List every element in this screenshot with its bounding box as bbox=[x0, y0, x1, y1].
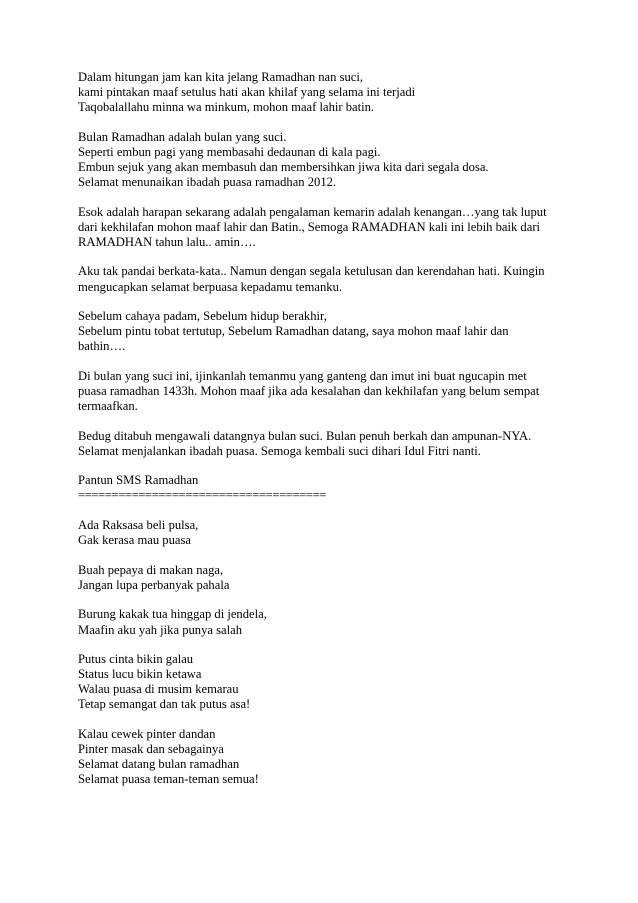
text-line: Dalam hitungan jam kan kita jelang Ramadhan nan suci, bbox=[78, 70, 364, 84]
text-line: Sebelum cahaya padam, Sebelum hidup berakhir, bbox=[78, 309, 327, 324]
text-line: kami pintakan maaf setulus hati akan khilaf yang selama ini terjadi bbox=[78, 85, 416, 100]
text-line: Esok adalah harapan sekarang adalah pengalaman kemarin adalah kenangan…yang tak luput bbox=[78, 204, 547, 219]
pantun-putus-cinta bbox=[78, 652, 568, 712]
text-line: Seperti embun pagi yang membasahi dedaunan di kala pagi. bbox=[78, 144, 381, 159]
paragraph-bedug bbox=[78, 429, 568, 459]
paragraph-sebelum-cahaya bbox=[78, 309, 568, 354]
text-line: Embun sejuk yang akan membasuh dan membersihkan jiwa kita dari segala dosa. bbox=[78, 159, 489, 174]
text-line: Taqobalallahu minna wa minkum, mohon maaf lahir batin. bbox=[78, 100, 375, 115]
text-line: Di bulan yang suci ini, ijinkanlah temanmu yang ganteng dan imut ini buat ngucapin met bbox=[78, 368, 527, 383]
text-line: Sebelum pintu tobat tertutup, Sebelum Ramadhan datang, saya mohon maaf lahir dan bbox=[78, 324, 509, 339]
text-line: Gak kerasa mau puasa bbox=[78, 533, 191, 548]
text-line: Maafin aku yah jika punya salah bbox=[78, 622, 243, 637]
text-line: Burung kakak tua hinggap di jendela, bbox=[78, 607, 267, 622]
section-heading-pantun bbox=[78, 473, 568, 503]
document-page bbox=[78, 70, 568, 802]
paragraph-greeting bbox=[78, 70, 568, 115]
text-line: puasa ramadhan 1433h. Mohon maaf jika ada kesalahan dan kekhilafan yang belum sempat bbox=[78, 384, 540, 398]
text-line: Status lucu bikin ketawa bbox=[78, 667, 202, 682]
divider-line: ===================================== bbox=[78, 488, 326, 503]
heading-text: Pantun SMS Ramadhan bbox=[78, 473, 199, 488]
pantun-cewek-pinter bbox=[78, 727, 568, 787]
text-line: Putus cinta bikin galau bbox=[78, 652, 194, 667]
paragraph-di-bulan-suci bbox=[78, 369, 568, 414]
text-line: Selamat datang bulan ramadhan bbox=[78, 757, 240, 772]
text-line: Jangan lupa perbanyak pahala bbox=[78, 577, 230, 592]
paragraph-esok bbox=[78, 205, 568, 250]
text-line: Pinter masak dan sebagainya bbox=[78, 742, 224, 757]
text-line: Kalau cewek pinter dandan bbox=[78, 727, 216, 741]
text-line: RAMADHAN tahun lalu.. amin…. bbox=[78, 234, 256, 249]
text-line: Bulan Ramadhan adalah bulan yang suci. bbox=[78, 129, 287, 144]
text-line: Selamat menunaikan ibadah puasa ramadhan 2012. bbox=[78, 175, 337, 190]
text-line: termaafkan. bbox=[78, 399, 138, 414]
pantun-pepaya bbox=[78, 563, 568, 593]
text-line: dari kekhilafan mohon maaf lahir dan Batin., Semoga RAMADHAN kali ini lebih baik dari bbox=[78, 219, 541, 234]
paragraph-bulan-ramadhan bbox=[78, 130, 568, 190]
text-line: Aku tak pandai berkata-kata.. Namun dengan segala ketulusan dan kerendahan hati. Kuingin bbox=[78, 264, 545, 279]
text-line: Tetap semangat dan tak putus asa! bbox=[78, 697, 251, 712]
text-line: Walau puasa di musim kemarau bbox=[78, 682, 239, 697]
text-line: Selamat menjalankan ibadah puasa. Semoga kembali suci dihari Idul Fitri nanti. bbox=[78, 443, 481, 458]
text-line: Selamat puasa teman-teman semua! bbox=[78, 772, 259, 787]
pantun-burung-kakak-tua bbox=[78, 607, 568, 637]
text-line: Buah pepaya di makan naga, bbox=[78, 562, 224, 577]
text-line: Bedug ditabuh mengawali datangnya bulan suci. Bulan penuh berkah dan ampunan-NYA. bbox=[78, 428, 532, 443]
paragraph-aku-tak-pandai bbox=[78, 264, 568, 294]
text-line: Ada Raksasa beli pulsa, bbox=[78, 518, 199, 533]
pantun-raksasa bbox=[78, 518, 568, 548]
text-line: bathin…. bbox=[78, 339, 126, 354]
text-line: mengucapkan selamat berpuasa kepadamu temanku. bbox=[78, 279, 343, 294]
